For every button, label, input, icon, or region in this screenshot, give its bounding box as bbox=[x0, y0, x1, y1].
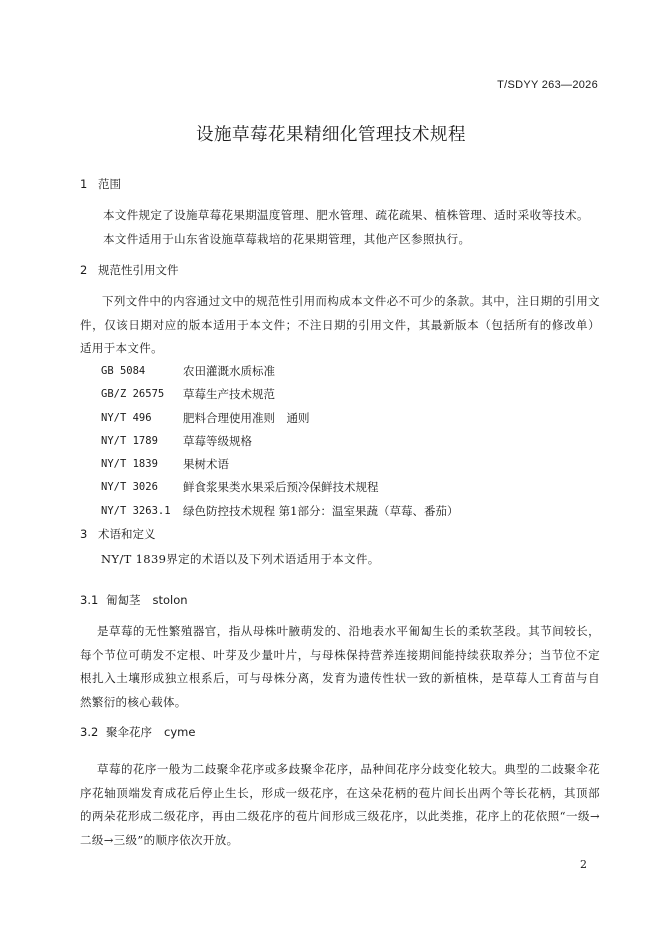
standard-code: T/SDYY 263—2026 bbox=[497, 79, 598, 91]
reference-title: 草莓等级规格 bbox=[183, 433, 252, 448]
section-title: 规范性引用文件 bbox=[98, 263, 179, 277]
term-definition-stolon: 是草莓的无性繁殖器官，指从母株叶腋萌发的、沿地表水平匍匐生长的柔软茎段。其节间较长，每个节位可萌发不定根、叶芽及少量叶片，与母株保持营养连接期间能持续获取养分；当节位不定根扎入土壤形成独立根系后，可与母株分离，发育为遗传性状一致的新植株，是草莓人工育苗与自然繁衍的核心载体。 bbox=[80, 624, 600, 709]
document-title: 设施草莓花果精细化管理技术规程 bbox=[196, 125, 466, 145]
term-heading-stolon bbox=[80, 592, 188, 608]
terms-intro: NY/T 1839界定的术语以及下列术语适用于本文件。 bbox=[101, 552, 380, 566]
term-english: cyme bbox=[164, 725, 196, 739]
reference-list bbox=[101, 360, 458, 523]
reference-title: 绿色防控技术规程 第1部分：温室果蔬（草莓、番茄） bbox=[183, 503, 459, 518]
reference-title: 果树术语 bbox=[183, 457, 229, 472]
section-heading-terms bbox=[80, 526, 156, 542]
term-heading-cyme bbox=[80, 724, 195, 740]
section-number: 2 bbox=[80, 263, 88, 277]
reference-title: 鲜食浆果类水果采后预冷保鲜技术规程 bbox=[183, 480, 379, 495]
scope-paragraph-1: 本文件规定了设施草莓花果期温度管理、肥水管理、疏花疏果、植株管理、适时采收等技术。 bbox=[103, 208, 589, 222]
section-heading-normative-refs bbox=[80, 262, 179, 278]
reference-title: 农田灌溉水质标准 bbox=[183, 364, 275, 378]
reference-title: 草莓生产技术规范 bbox=[183, 387, 275, 402]
reference-item bbox=[101, 383, 458, 406]
reference-code: NY/T 3026 bbox=[101, 481, 158, 494]
reference-item bbox=[101, 430, 458, 453]
reference-code: NY/T 496 bbox=[101, 411, 152, 424]
reference-code: NY/T 3263.1 bbox=[101, 504, 171, 517]
term-number: 3.2 bbox=[80, 725, 99, 739]
reference-code: NY/T 1839 bbox=[101, 458, 158, 471]
reference-item bbox=[101, 500, 458, 523]
reference-item bbox=[101, 360, 458, 383]
reference-item bbox=[101, 453, 458, 476]
section-title: 范围 bbox=[98, 177, 121, 191]
reference-code: GB 5084 bbox=[101, 365, 146, 377]
scope-paragraph-2: 本文件适用于山东省设施草莓栽培的花果期管理，其他产区参照执行。 bbox=[103, 232, 471, 246]
page-number: 2 bbox=[580, 858, 587, 871]
reference-title: 肥料合理使用准则 通则 bbox=[183, 410, 310, 425]
reference-code: GB/Z 26575 bbox=[101, 388, 165, 401]
normative-refs-intro: 下列文件中的内容通过文中的规范性引用而构成本文件必不可少的条款。其中，注日期的引用文件，仅该日期对应的版本适用于本文件；不注日期的引用文件，其最新版本（包括所有的修改单）适用于本文件。 bbox=[80, 294, 600, 355]
term-number: 3.1 bbox=[80, 593, 99, 607]
section-title: 术语和定义 bbox=[98, 527, 156, 541]
section-number: 1 bbox=[80, 177, 88, 191]
reference-code: NY/T 1789 bbox=[101, 434, 158, 447]
term-name: 聚伞花序 bbox=[106, 725, 152, 739]
term-definition-cyme: 草莓的花序一般为二歧聚伞花序或多歧聚伞花序，品种间花序分歧变化较大。典型的二歧聚伞花序花轴顶端发育成花后停止生长，形成一级花序，在这朵花柄的苞片间长出两个等长花柄，其顶部的两朵花形成二级花序，再由二级花序的苞片间形成三级花序，以此类推，花序上的花依照“一级→二级→三级”的顺序依次开放。 bbox=[80, 762, 600, 847]
term-english: stolon bbox=[152, 593, 188, 607]
term-name: 匍匐茎 bbox=[106, 593, 141, 607]
reference-item bbox=[101, 407, 458, 430]
section-number: 3 bbox=[80, 527, 88, 541]
section-heading-scope bbox=[80, 176, 121, 192]
reference-item bbox=[101, 476, 458, 499]
